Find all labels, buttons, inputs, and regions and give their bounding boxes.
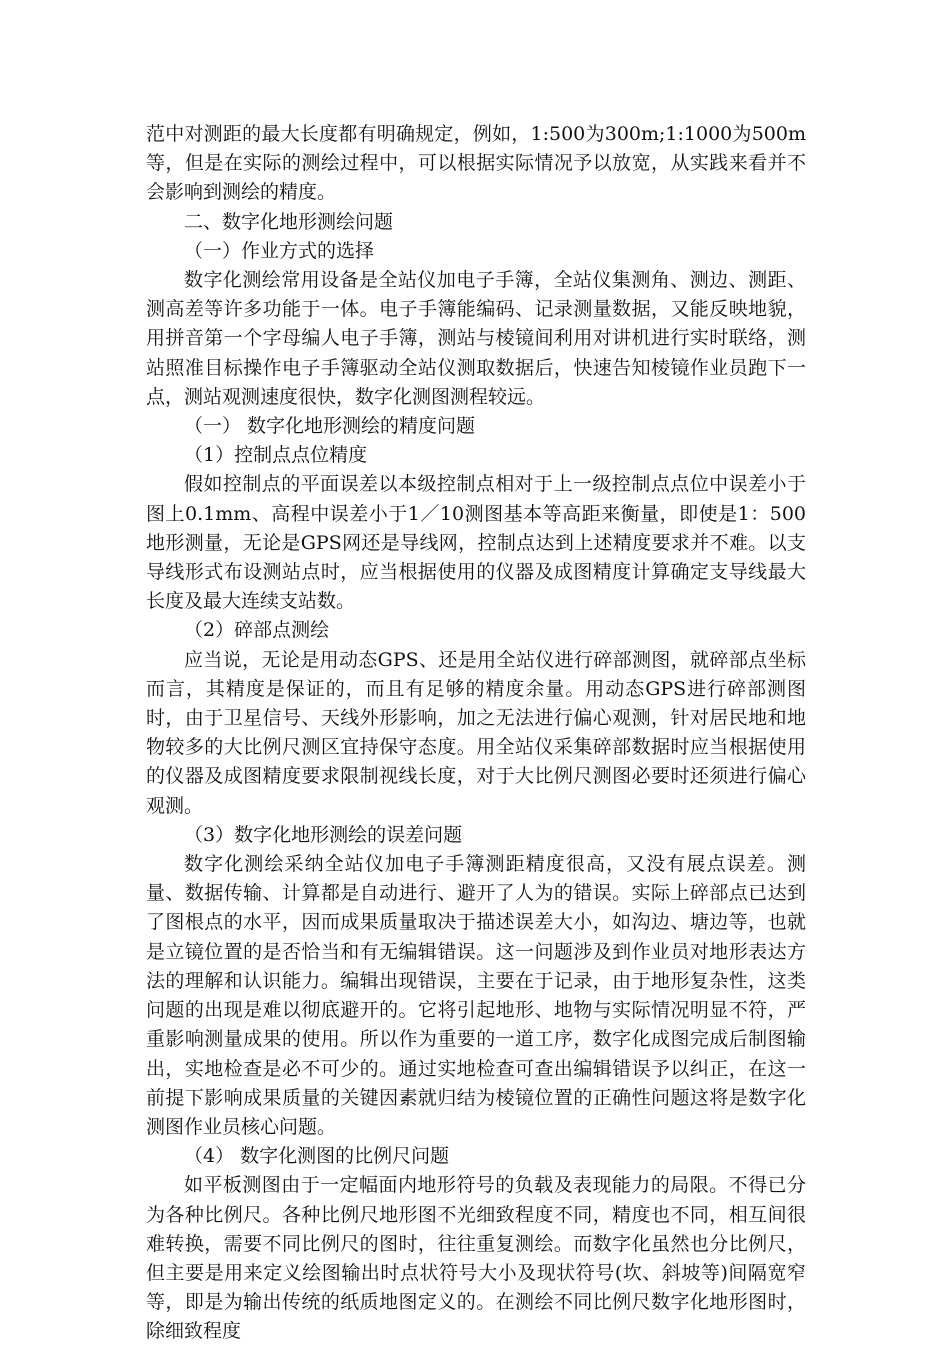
item-heading-detail-point: （2）碎部点测绘 (184, 619, 330, 642)
paragraph-continued: 范中对测距的最大长度都有明确规定，例如，1:500为300m;1:1000为500m等，但是在实际的测绘过程中，可以根据实际情况予以放宽，从实践来看并不会影响到测绘的精度。 (146, 123, 806, 204)
paragraph-equipment: 数字化测绘常用设备是全站仪加电子手簿，全站仪集测角、测边、测距、测高差等许多功能于一体。电子手簿能编码、记录测量数据，又能反映地貌，用拼音第一个字母编人电子手簿，测站与棱镜间利用对讲机进行实时联络，测站照准目标操作电子手簿驱动全站仪测取数据后，快速告知棱镜作业员跑下一点，测站观测速度很快，数字化测图测程较远。 (146, 269, 806, 408)
paragraph-control-point: 假如控制点的平面误差以本级控制点相对于上一级控制点点位中误差小于图上0.1mm、高程中误差小于1／10测图基本等高距来衡量，即使是1：500地形测量，无论是GPS网还是导线网，控制点达到上述精度要求并不难。以支导线形式布设测站点时，应当根据使用的仪器及成图精度计算确定支导线最大长度及最大连续支站数。 (146, 473, 806, 613)
item-heading-control-point: （1）控制点点位精度 (184, 444, 368, 467)
paragraph-scale: 如平板测图由于一定幅面内地形符号的负载及表现能力的局限。不得已分为各种比例尺。各种比例尺地形图不光细致程度不同，精度也不同，相互间很难转换，需要不同比例尺的图时，往往重复测绘。而数字化虽然也分比例尺，但主要是用来定义绘图输出时点状符号大小及现状符号(坎、斜坡等)间隔宽窄等，即是为输出传统的纸质地图定义的。在测绘不同比例尺数字化地形图时，除细致程度 (146, 1174, 806, 1343)
document-page (146, 120, 806, 1347)
paragraph-error: 数字化测绘采纳全站仪加电子手簿测距精度很高，又没有展点误差。测量、数据传输、计算都是自动进行、避开了人为的错误。实际上碎部点已达到了图根点的水平，因而成果质量取决于描述误差大小，如沟边、塘边等，也就是立镜位置的是否恰当和有无编辑错误。这一问题涉及到作业员对地形表达方法的理解和认识能力。编辑出现错误，主要在于记录，由于地形复杂性，这类问题的出现是难以彻底避开的。它将引起地形、地物与实际情况明显不符，严重影响测量成果的使用。所以作为重要的一道工序，数字化成图完成后制图输出，实地检查是必不可少的。通过实地检查可查出编辑错误予以纠正，在这一前提下影响成果质量的关键因素就归结为棱镜位置的正确性问题这将是数字化测图作业员核心问题。 (146, 853, 806, 1138)
paragraph-detail-point: 应当说，无论是用动态GPS、还是用全站仪进行碎部测图，就碎部点坐标而言，其精度是保证的，而且有足够的精度余量。用动态GPS进行碎部测图时，由于卫星信号、天线外形影响，加之无法进行偏心观测，针对居民地和地物较多的大比例尺测区宜持保守态度。用全站仪采集碎部数据时应当根据使用的仪器及成图精度要求限制视线长度，对于大比例尺测图必要时还须进行偏心观测。 (146, 648, 806, 817)
item-heading-error: （3）数字化地形测绘的误差问题 (184, 823, 463, 846)
subsection-heading-operation-mode: （一）作业方式的选择 (184, 239, 375, 262)
subsection-heading-precision: （一） 数字化地形测绘的精度问题 (184, 415, 476, 438)
item-heading-scale: （4） 数字化测图的比例尺问题 (184, 1145, 450, 1168)
section-heading-digital-mapping: 二、数字化地形测绘问题 (184, 210, 394, 233)
